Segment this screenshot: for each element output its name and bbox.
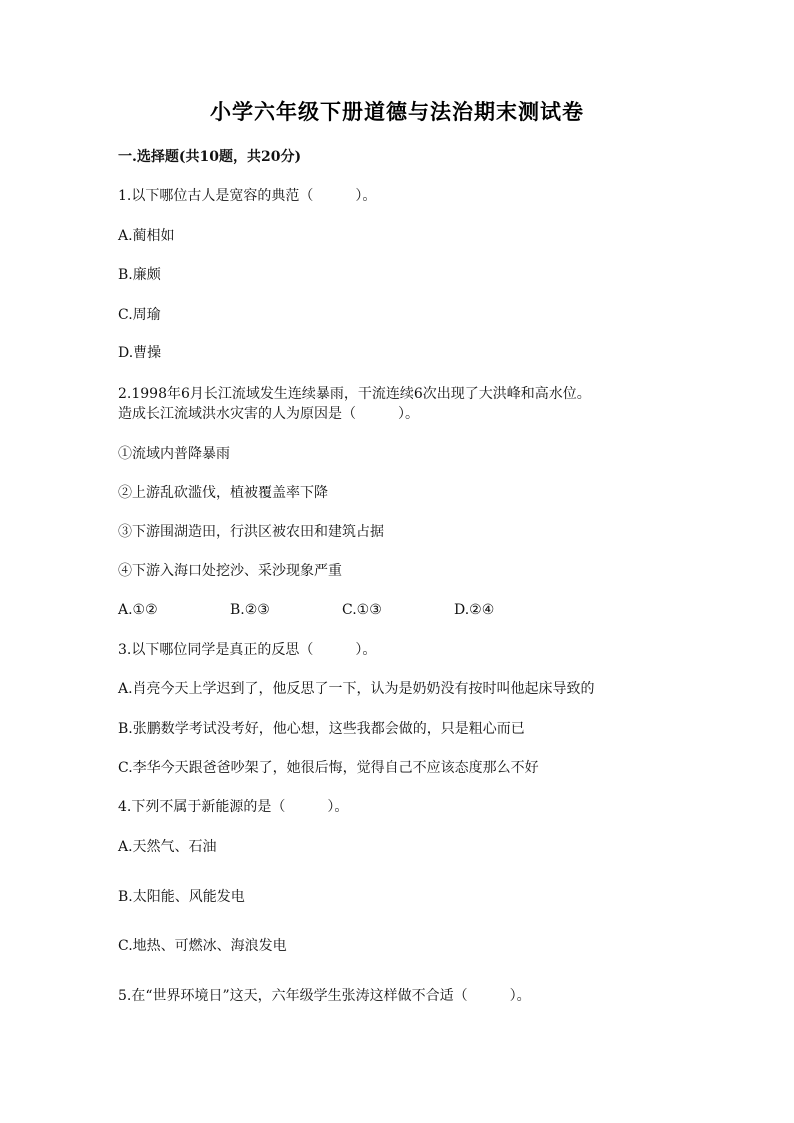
question-1-option-c: C.周瑜 (118, 307, 161, 323)
question-3-option-b: B.张鹏数学考试没考好，他心想，这些我都会做的，只是粗心而已 (118, 721, 525, 737)
question-3-option-a: A.肖亮今天上学迟到了，他反思了一下，认为是奶奶没有按时叫他起床导致的 (118, 681, 595, 697)
question-4-option-c: C.地热、可燃冰、海浪发电 (118, 938, 287, 954)
page-title: 小学六年级下册道德与法治期末测试卷 (210, 99, 584, 124)
question-2-statement-1: ①流域内普降暴雨 (118, 446, 230, 462)
question-1-stem: 1.以下哪位古人是宽容的典范（ ）。 (118, 188, 377, 204)
question-4-option-a: A.天然气、石油 (118, 839, 217, 855)
question-2-option-d: D.②④ (454, 602, 495, 618)
question-2-option-b: B.②③ (230, 602, 270, 618)
question-2-stem-line-2: 造成长江流域洪水灾害的人为原因是（ ）。 (118, 406, 419, 422)
question-2-statement-4: ④下游入海口处挖沙、采沙现象严重 (118, 563, 342, 579)
question-5-stem: 5.在“世界环境日”这天，六年级学生张涛这样做不合适（ ）。 (118, 988, 531, 1004)
question-2-statement-2: ②上游乱砍滥伐，植被覆盖率下降 (118, 485, 328, 501)
question-2-option-a: A.①② (118, 602, 158, 618)
question-3-option-c: C.李华今天跟爸爸吵架了，她很后悔，觉得自己不应该态度那么不好 (118, 760, 539, 776)
question-4-option-b: B.太阳能、风能发电 (118, 889, 245, 905)
question-1-option-b: B.廉颇 (118, 267, 161, 283)
question-4-stem: 4.下列不属于新能源的是（ ）。 (118, 799, 349, 815)
question-1-option-d: D.曹操 (118, 345, 162, 361)
section-heading: 一.选择题(共10题，共20分) (118, 149, 302, 165)
question-3-stem: 3.以下哪位同学是真正的反思（ ）。 (118, 642, 377, 658)
question-2-stem-line-1: 2.1998年6月长江流域发生连续暴雨，干流连续6次出现了大洪峰和高水位。 (118, 386, 591, 402)
question-1-option-a: A.蔺相如 (118, 228, 175, 244)
question-2-option-c: C.①③ (342, 602, 382, 618)
question-2-statement-3: ③下游围湖造田，行洪区被农田和建筑占据 (118, 524, 384, 540)
